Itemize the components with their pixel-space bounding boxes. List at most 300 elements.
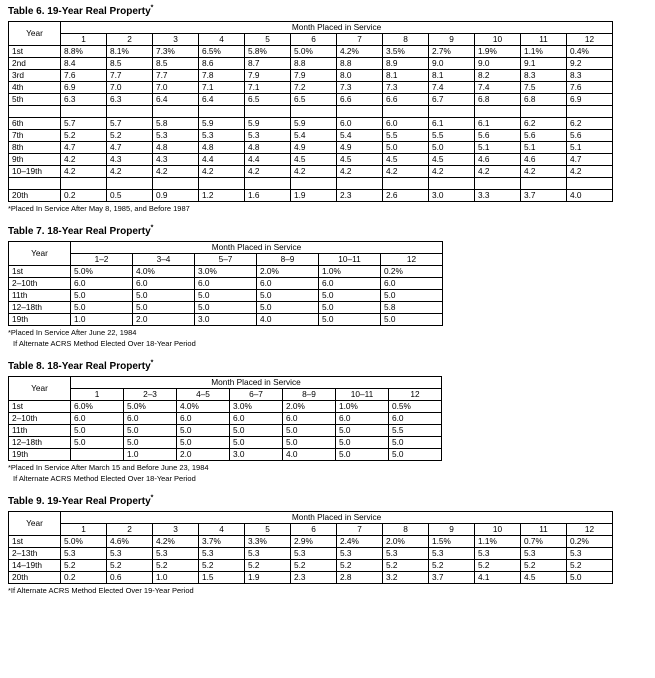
cell-year-label: 4th bbox=[9, 82, 61, 94]
cell-rate-m10: 5.3 bbox=[475, 548, 521, 560]
cell-rate-m4 bbox=[199, 178, 245, 190]
cell-rate-m5: 5.0 bbox=[283, 437, 336, 449]
cell-rate-m6: 5.3 bbox=[291, 548, 337, 560]
cell-rate-m10: 4.6 bbox=[475, 154, 521, 166]
table-row bbox=[9, 401, 442, 413]
cell-rate-m8: 6.6 bbox=[383, 94, 429, 106]
table-row bbox=[9, 437, 442, 449]
cell-rate-m8: 2.6 bbox=[383, 190, 429, 202]
cell-rate-m2: 5.0 bbox=[124, 437, 177, 449]
cell-rate-m5: 1.0% bbox=[319, 266, 381, 278]
cell-rate-m1: 4.2 bbox=[61, 154, 107, 166]
cell-rate-m2: 6.0 bbox=[133, 278, 195, 290]
cell-rate-m4: 5.0 bbox=[230, 425, 283, 437]
cell-rate-m6: 5.0 bbox=[336, 449, 389, 461]
cell-rate-m8: 4.5 bbox=[383, 154, 429, 166]
cell-year-label: 6th bbox=[9, 118, 61, 130]
header-month-10: 10 bbox=[475, 524, 521, 536]
cell-rate-m3 bbox=[153, 106, 199, 118]
cell-rate-m9: 9.0 bbox=[429, 58, 475, 70]
table-row bbox=[9, 154, 613, 166]
header-month-7: 7 bbox=[337, 34, 383, 46]
header-month-12: 12 bbox=[567, 524, 613, 536]
cell-rate-m11 bbox=[521, 106, 567, 118]
table-row bbox=[9, 82, 613, 94]
cell-rate-m9: 3.0 bbox=[429, 190, 475, 202]
cell-rate-m9 bbox=[429, 178, 475, 190]
cell-rate-m9: 5.5 bbox=[429, 130, 475, 142]
table-header-row-columns bbox=[9, 254, 443, 266]
cell-rate-m4: 7.1 bbox=[199, 82, 245, 94]
cell-rate-m9: 1.5% bbox=[429, 536, 475, 548]
cell-rate-m1: 5.2 bbox=[61, 130, 107, 142]
cell-rate-m4: 4.0 bbox=[257, 314, 319, 326]
cell-year-label: 11th bbox=[9, 425, 71, 437]
cell-rate-m11: 1.1% bbox=[521, 46, 567, 58]
cell-rate-m1: 5.0% bbox=[71, 266, 133, 278]
footnote-text: If Alternate ACRS Method Elected Over 18-Year Period bbox=[13, 339, 196, 348]
table-row bbox=[9, 58, 613, 70]
cell-rate-m7: 5.2 bbox=[337, 560, 383, 572]
cell-year-label: 2–13th bbox=[9, 548, 61, 560]
cell-rate-m7: 0.5% bbox=[389, 401, 442, 413]
table-footnote bbox=[8, 328, 647, 337]
cell-rate-m12: 8.3 bbox=[567, 70, 613, 82]
header-month-2: 2 bbox=[107, 34, 153, 46]
cell-rate-m1 bbox=[61, 178, 107, 190]
cell-rate-m1: 0.2 bbox=[61, 572, 107, 584]
cell-rate-m1: 5.7 bbox=[61, 118, 107, 130]
cell-rate-m2: 4.3 bbox=[107, 154, 153, 166]
cell-rate-m9: 5.2 bbox=[429, 560, 475, 572]
cell-rate-m5: 6.5 bbox=[245, 94, 291, 106]
header-month-4: 6–7 bbox=[230, 389, 283, 401]
table-footnote bbox=[8, 339, 647, 348]
cell-rate-m8: 5.0 bbox=[383, 142, 429, 154]
cell-rate-m3: 5.3 bbox=[153, 548, 199, 560]
table-title bbox=[8, 361, 647, 372]
cell-rate-m4: 5.3 bbox=[199, 548, 245, 560]
table-header-row-span bbox=[9, 377, 442, 389]
cell-rate-m11: 0.7% bbox=[521, 536, 567, 548]
cell-rate-m4: 1.5 bbox=[199, 572, 245, 584]
cell-rate-m3: 4.2% bbox=[153, 536, 199, 548]
cell-rate-m1: 5.3 bbox=[61, 548, 107, 560]
cell-rate-m10: 7.4 bbox=[475, 82, 521, 94]
cell-rate-m12: 5.0 bbox=[567, 572, 613, 584]
cell-rate-m6: 2.9% bbox=[291, 536, 337, 548]
cell-rate-m5: 5.0 bbox=[319, 302, 381, 314]
cell-rate-m4: 5.9 bbox=[199, 118, 245, 130]
cell-rate-m1: 6.9 bbox=[61, 82, 107, 94]
table-row bbox=[9, 130, 613, 142]
header-year: Year bbox=[9, 242, 71, 266]
cell-rate-m10: 5.6 bbox=[475, 130, 521, 142]
cell-rate-m6: 6.0 bbox=[336, 413, 389, 425]
cell-rate-m1: 6.0% bbox=[71, 401, 124, 413]
table-title bbox=[8, 496, 647, 507]
cell-rate-m5: 7.9 bbox=[245, 70, 291, 82]
cell-rate-m6: 1.0% bbox=[336, 401, 389, 413]
cell-rate-m12 bbox=[567, 178, 613, 190]
cell-rate-m2: 4.0% bbox=[133, 266, 195, 278]
header-month-4: 4 bbox=[199, 524, 245, 536]
cell-rate-m1: 4.2 bbox=[61, 166, 107, 178]
header-month-5: 8–9 bbox=[283, 389, 336, 401]
cell-rate-m11: 7.5 bbox=[521, 82, 567, 94]
cell-rate-m4: 6.0 bbox=[257, 278, 319, 290]
header-month-placed-in-service: Month Placed in Service bbox=[71, 242, 443, 254]
cell-rate-m8: 8.1 bbox=[383, 70, 429, 82]
cell-rate-m11 bbox=[521, 178, 567, 190]
cell-year-label: 2–10th bbox=[9, 278, 71, 290]
cell-rate-m3: 5.8 bbox=[153, 118, 199, 130]
cell-rate-m6: 4.9 bbox=[291, 142, 337, 154]
header-month-3: 5–7 bbox=[195, 254, 257, 266]
table-spacer-row bbox=[9, 106, 613, 118]
table-footnote bbox=[8, 474, 647, 483]
footnote-text: *Placed In Service After May 8, 1985, and Before 1987 bbox=[8, 204, 190, 213]
cell-rate-m9: 3.7 bbox=[429, 572, 475, 584]
cell-rate-m7: 8.8 bbox=[337, 58, 383, 70]
cell-rate-m2: 7.0 bbox=[107, 82, 153, 94]
cell-rate-m6: 8.8 bbox=[291, 58, 337, 70]
cell-rate-m1: 7.6 bbox=[61, 70, 107, 82]
cell-rate-m4: 5.0 bbox=[257, 302, 319, 314]
cell-rate-m3: 7.7 bbox=[153, 70, 199, 82]
table-header-row-columns bbox=[9, 524, 613, 536]
cell-rate-m5: 5.3 bbox=[245, 548, 291, 560]
cell-rate-m8 bbox=[383, 178, 429, 190]
cell-year-label: 5th bbox=[9, 94, 61, 106]
table-row bbox=[9, 290, 443, 302]
cell-rate-m3: 4.2 bbox=[153, 166, 199, 178]
cell-rate-m1: 1.0 bbox=[71, 314, 133, 326]
cell-rate-m10: 6.1 bbox=[475, 118, 521, 130]
cell-year-label: 1st bbox=[9, 46, 61, 58]
cell-rate-m3: 7.0 bbox=[153, 82, 199, 94]
cell-rate-m3: 5.0 bbox=[177, 437, 230, 449]
cell-rate-m3: 3.0% bbox=[195, 266, 257, 278]
cell-rate-m12: 5.6 bbox=[567, 130, 613, 142]
cell-rate-m7: 5.0 bbox=[389, 449, 442, 461]
cell-rate-m5: 5.8% bbox=[245, 46, 291, 58]
cell-rate-m3: 5.3 bbox=[153, 130, 199, 142]
table-row bbox=[9, 190, 613, 202]
cell-rate-m4: 4.2 bbox=[199, 166, 245, 178]
depreciation-table bbox=[8, 511, 613, 584]
header-month-3: 4–5 bbox=[177, 389, 230, 401]
table-header-row-columns bbox=[9, 34, 613, 46]
table-title-text: Table 6. 19-Year Real Property bbox=[8, 6, 151, 17]
cell-year-label: 1st bbox=[9, 536, 61, 548]
table-row bbox=[9, 166, 613, 178]
cell-rate-m1: 8.8% bbox=[61, 46, 107, 58]
cell-rate-m4: 4.4 bbox=[199, 154, 245, 166]
cell-rate-m8: 5.3 bbox=[383, 548, 429, 560]
cell-year-label: 2–10th bbox=[9, 413, 71, 425]
cell-rate-m3: 4.8 bbox=[153, 142, 199, 154]
cell-rate-m11: 4.5 bbox=[521, 572, 567, 584]
header-month-3: 3 bbox=[153, 524, 199, 536]
table-row bbox=[9, 118, 613, 130]
cell-rate-m6: 1.9 bbox=[291, 190, 337, 202]
cell-year-label: 3rd bbox=[9, 70, 61, 82]
header-month-placed-in-service: Month Placed in Service bbox=[71, 377, 442, 389]
cell-rate-m12: 0.4% bbox=[567, 46, 613, 58]
table-header-row-columns bbox=[9, 389, 442, 401]
cell-year-label: 1st bbox=[9, 266, 71, 278]
cell-rate-m6: 5.0 bbox=[381, 290, 443, 302]
cell-rate-m12: 0.2% bbox=[567, 536, 613, 548]
cell-rate-m12: 6.2 bbox=[567, 118, 613, 130]
header-month-11: 11 bbox=[521, 524, 567, 536]
cell-rate-m12: 5.1 bbox=[567, 142, 613, 154]
depreciation-table bbox=[8, 376, 442, 461]
cell-rate-m4: 6.4 bbox=[199, 94, 245, 106]
cell-rate-m5: 5.0 bbox=[319, 314, 381, 326]
cell-year-label: 1st bbox=[9, 401, 71, 413]
header-month-5: 5 bbox=[245, 524, 291, 536]
table-section-table9 bbox=[8, 496, 647, 595]
header-month-6: 6 bbox=[291, 34, 337, 46]
header-month-10: 10 bbox=[475, 34, 521, 46]
tables-container bbox=[8, 6, 647, 595]
header-month-1: 1–2 bbox=[71, 254, 133, 266]
cell-rate-m12 bbox=[567, 106, 613, 118]
cell-rate-m1: 8.4 bbox=[61, 58, 107, 70]
cell-rate-m6: 7.9 bbox=[291, 70, 337, 82]
cell-rate-m9 bbox=[429, 106, 475, 118]
cell-rate-m1: 4.7 bbox=[61, 142, 107, 154]
cell-rate-m5: 5.9 bbox=[245, 118, 291, 130]
cell-rate-m5: 6.0 bbox=[283, 413, 336, 425]
cell-rate-m1: 5.0 bbox=[71, 290, 133, 302]
header-month-2: 2 bbox=[107, 524, 153, 536]
cell-rate-m2: 4.6% bbox=[107, 536, 153, 548]
table-row bbox=[9, 572, 613, 584]
cell-rate-m3: 2.0 bbox=[177, 449, 230, 461]
cell-rate-m10: 5.1 bbox=[475, 142, 521, 154]
cell-year-label bbox=[9, 106, 61, 118]
cell-rate-m4: 1.2 bbox=[199, 190, 245, 202]
cell-rate-m7: 2.8 bbox=[337, 572, 383, 584]
cell-rate-m4: 8.6 bbox=[199, 58, 245, 70]
cell-rate-m6: 4.2 bbox=[291, 166, 337, 178]
cell-rate-m8: 4.2 bbox=[383, 166, 429, 178]
cell-year-label: 19th bbox=[9, 314, 71, 326]
cell-rate-m2: 5.7 bbox=[107, 118, 153, 130]
cell-rate-m3: 7.3% bbox=[153, 46, 199, 58]
cell-rate-m4: 3.7% bbox=[199, 536, 245, 548]
header-month-7: 7 bbox=[337, 524, 383, 536]
cell-rate-m5: 3.3% bbox=[245, 536, 291, 548]
cell-rate-m6: 5.0 bbox=[336, 437, 389, 449]
cell-rate-m4: 3.0 bbox=[230, 449, 283, 461]
cell-rate-m4: 3.0% bbox=[230, 401, 283, 413]
cell-year-label: 11th bbox=[9, 290, 71, 302]
cell-rate-m2: 6.3 bbox=[107, 94, 153, 106]
cell-rate-m4: 5.3 bbox=[199, 130, 245, 142]
cell-rate-m8: 3.5% bbox=[383, 46, 429, 58]
cell-rate-m5: 1.9 bbox=[245, 572, 291, 584]
cell-rate-m11: 9.1 bbox=[521, 58, 567, 70]
cell-rate-m2: 5.2 bbox=[107, 560, 153, 572]
cell-rate-m9: 8.1 bbox=[429, 70, 475, 82]
table-title-footnote-marker: * bbox=[150, 224, 154, 232]
table-footnote bbox=[8, 463, 647, 472]
table-title-text: Table 7. 18-Year Real Property bbox=[8, 226, 151, 237]
table-section-table7 bbox=[8, 226, 647, 348]
cell-rate-m4: 6.0 bbox=[230, 413, 283, 425]
cell-rate-m4: 5.2 bbox=[199, 560, 245, 572]
header-month-3: 3 bbox=[153, 34, 199, 46]
header-month-12: 12 bbox=[567, 34, 613, 46]
cell-rate-m1: 0.2 bbox=[61, 190, 107, 202]
cell-rate-m9: 5.3 bbox=[429, 548, 475, 560]
cell-rate-m3: 6.0 bbox=[195, 278, 257, 290]
cell-rate-m1 bbox=[71, 449, 124, 461]
cell-rate-m2: 1.0 bbox=[124, 449, 177, 461]
table-row bbox=[9, 425, 442, 437]
cell-rate-m10: 4.1 bbox=[475, 572, 521, 584]
table-header-row-span bbox=[9, 22, 613, 34]
cell-rate-m12: 6.9 bbox=[567, 94, 613, 106]
cell-rate-m2: 7.7 bbox=[107, 70, 153, 82]
cell-rate-m6: 4.5 bbox=[291, 154, 337, 166]
cell-rate-m7: 5.4 bbox=[337, 130, 383, 142]
cell-rate-m2 bbox=[107, 106, 153, 118]
cell-rate-m3: 4.0% bbox=[177, 401, 230, 413]
header-month-1: 1 bbox=[61, 34, 107, 46]
cell-year-label: 8th bbox=[9, 142, 61, 154]
cell-rate-m1: 5.0 bbox=[71, 425, 124, 437]
table-title-footnote-marker: * bbox=[150, 359, 154, 367]
cell-rate-m12: 7.6 bbox=[567, 82, 613, 94]
cell-rate-m5: 5.2 bbox=[245, 560, 291, 572]
table-row bbox=[9, 94, 613, 106]
footnote-text: *Placed In Service After March 15 and Before June 23, 1984 bbox=[8, 463, 209, 472]
cell-rate-m12: 9.2 bbox=[567, 58, 613, 70]
cell-rate-m7: 7.3 bbox=[337, 82, 383, 94]
cell-rate-m1: 6.3 bbox=[61, 94, 107, 106]
header-month-5: 5 bbox=[245, 34, 291, 46]
cell-rate-m1: 5.0% bbox=[61, 536, 107, 548]
cell-rate-m7: 2.3 bbox=[337, 190, 383, 202]
table-footnote bbox=[8, 204, 647, 213]
header-month-11: 11 bbox=[521, 34, 567, 46]
table-header-row-span bbox=[9, 242, 443, 254]
header-month-5: 10–11 bbox=[319, 254, 381, 266]
table-header-row-span bbox=[9, 512, 613, 524]
cell-rate-m2: 2.0 bbox=[133, 314, 195, 326]
cell-rate-m7: 6.0 bbox=[389, 413, 442, 425]
cell-rate-m7: 6.0 bbox=[337, 118, 383, 130]
cell-rate-m5: 4.4 bbox=[245, 154, 291, 166]
cell-rate-m6: 5.9 bbox=[291, 118, 337, 130]
table-row bbox=[9, 413, 442, 425]
cell-rate-m2: 6.0 bbox=[124, 413, 177, 425]
cell-rate-m6: 5.0 bbox=[381, 314, 443, 326]
cell-rate-m7: 4.2 bbox=[337, 166, 383, 178]
cell-rate-m7 bbox=[337, 178, 383, 190]
cell-year-label: 14–19th bbox=[9, 560, 61, 572]
table-spacer-row bbox=[9, 178, 613, 190]
cell-rate-m12: 4.2 bbox=[567, 166, 613, 178]
cell-rate-m7: 5.0 bbox=[389, 437, 442, 449]
cell-rate-m6: 5.0% bbox=[291, 46, 337, 58]
cell-rate-m4: 2.0% bbox=[257, 266, 319, 278]
table-title-text: Table 9. 19-Year Real Property bbox=[8, 496, 151, 507]
header-month-8: 8 bbox=[383, 34, 429, 46]
header-month-2: 3–4 bbox=[133, 254, 195, 266]
cell-rate-m8 bbox=[383, 106, 429, 118]
cell-rate-m8: 8.9 bbox=[383, 58, 429, 70]
header-month-placed-in-service: Month Placed in Service bbox=[61, 22, 613, 34]
cell-rate-m5: 4.8 bbox=[245, 142, 291, 154]
table-row bbox=[9, 46, 613, 58]
cell-rate-m7: 6.6 bbox=[337, 94, 383, 106]
cell-rate-m5: 2.0% bbox=[283, 401, 336, 413]
cell-rate-m2: 4.7 bbox=[107, 142, 153, 154]
cell-rate-m4: 6.5% bbox=[199, 46, 245, 58]
cell-rate-m3: 1.0 bbox=[153, 572, 199, 584]
header-month-9: 9 bbox=[429, 524, 475, 536]
cell-rate-m6: 6.0 bbox=[381, 278, 443, 290]
cell-rate-m6: 5.0 bbox=[336, 425, 389, 437]
cell-year-label: 12–18th bbox=[9, 437, 71, 449]
cell-rate-m6 bbox=[291, 106, 337, 118]
cell-rate-m12: 5.2 bbox=[567, 560, 613, 572]
table-row bbox=[9, 70, 613, 82]
cell-rate-m8: 7.3 bbox=[383, 82, 429, 94]
header-month-6: 12 bbox=[381, 254, 443, 266]
depreciation-table bbox=[8, 241, 443, 326]
cell-rate-m2: 5.0 bbox=[124, 425, 177, 437]
cell-rate-m6: 5.2 bbox=[291, 560, 337, 572]
cell-rate-m5 bbox=[245, 178, 291, 190]
cell-rate-m12: 4.7 bbox=[567, 154, 613, 166]
cell-rate-m9: 4.5 bbox=[429, 154, 475, 166]
cell-rate-m3: 4.3 bbox=[153, 154, 199, 166]
cell-rate-m2: 0.5 bbox=[107, 190, 153, 202]
cell-year-label: 7th bbox=[9, 130, 61, 142]
cell-rate-m9: 6.7 bbox=[429, 94, 475, 106]
cell-rate-m7: 5.5 bbox=[389, 425, 442, 437]
cell-rate-m6: 5.8 bbox=[381, 302, 443, 314]
table-title bbox=[8, 226, 647, 237]
cell-rate-m11: 6.2 bbox=[521, 118, 567, 130]
cell-rate-m9: 5.0 bbox=[429, 142, 475, 154]
cell-rate-m11: 3.7 bbox=[521, 190, 567, 202]
table-row bbox=[9, 449, 442, 461]
cell-rate-m3 bbox=[153, 178, 199, 190]
cell-rate-m1: 5.2 bbox=[61, 560, 107, 572]
cell-year-label: 20th bbox=[9, 190, 61, 202]
cell-rate-m11: 4.2 bbox=[521, 166, 567, 178]
header-month-9: 9 bbox=[429, 34, 475, 46]
cell-rate-m10: 1.1% bbox=[475, 536, 521, 548]
cell-rate-m1: 6.0 bbox=[71, 278, 133, 290]
cell-rate-m8: 6.0 bbox=[383, 118, 429, 130]
cell-rate-m5: 4.0 bbox=[283, 449, 336, 461]
cell-rate-m7: 5.3 bbox=[337, 548, 383, 560]
header-month-7: 12 bbox=[389, 389, 442, 401]
table-title-footnote-marker: * bbox=[150, 4, 154, 12]
cell-rate-m10: 6.8 bbox=[475, 94, 521, 106]
cell-rate-m5: 5.3 bbox=[245, 130, 291, 142]
table-row bbox=[9, 536, 613, 548]
